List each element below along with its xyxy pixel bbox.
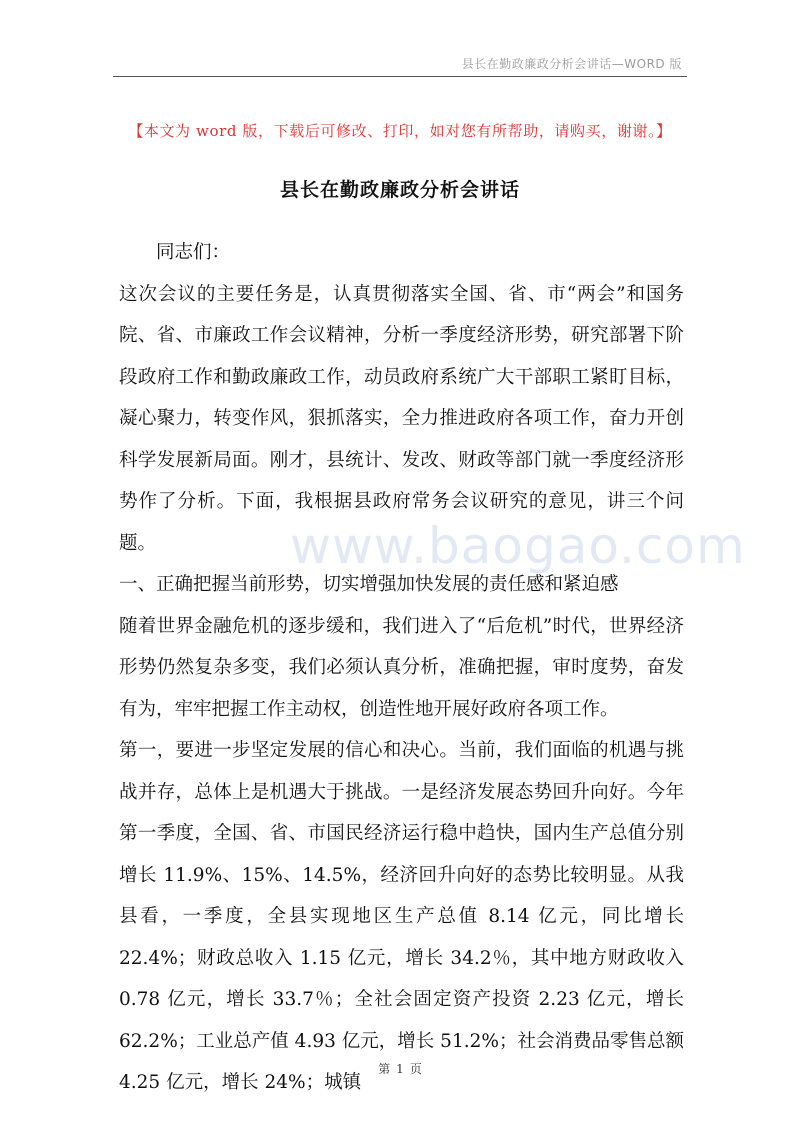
running-header: 县长在勤政廉政分析会讲话—WORD 版 [461, 57, 682, 71]
document-title: 县长在勤政廉政分析会讲话 [279, 179, 520, 201]
watermark: www.baogao.com [290, 517, 746, 575]
page-prefix: 第 [378, 1062, 391, 1076]
paragraph-first-point: 第一，要进一步坚定发展的信心和决心。当前，我们面临的机遇与挑战并存，总体上是机遇大于挑战。一是经济发展态势回升向好。今年第一季度，全国、省、市国民经济运行稳中趋快，国内生产总值分别增长 11.9%、15%、14.5%，经济回升向好的态势比较明显。从我县看，一季度，全县实现地区生产总值 8.14 亿元，同比增长 22.4%；财政总收入 1.15 亿元，增长 34.2％，其中地方财政收入 0.78 亿元，增长 33.7％；全社会固定资产投资 2.23 亿元，增长 62.2%；工业总产值 4.93 亿元，增长 51.2%；社会消费品零售总额 4.25 亿元，增长 24%；城镇 [119, 740, 684, 1093]
section-heading-1: 一、正确把握当前形势，切实增强加快发展的责任感和紧迫感 [119, 574, 619, 595]
paragraph-situation: 随着世界金融危机的逐步缓和，我们进入了“后危机”时代，世界经济形势仍然复杂多变，我们必须认真分析，准确把握，审时度势，奋发有为，牢牢把握工作主动权，创造性地开展好政府各项工作。 [119, 615, 684, 720]
purchase-notice: 【本文为 word 版，下载后可修改、打印，如对您有所帮助，请购买，谢谢。】 [128, 122, 672, 140]
page-suffix: 页 [409, 1062, 422, 1076]
salutation: 同志们： [156, 242, 231, 263]
page-number: 1 [396, 1062, 404, 1076]
page-footer [0, 1060, 800, 1077]
document-body [119, 232, 684, 1104]
header-divider [113, 76, 687, 77]
paragraph-intro: 这次会议的主要任务是，认真贯彻落实全国、省、市“两会”和国务院、省、市廉政工作会议精神，分析一季度经济形势，研究部署下阶段政府工作和勤政廉政工作，动员政府系统广大干部职工紧盯目标，凝心聚力，转变作风，狠抓落实，全力推进政府各项工作，奋力开创科学发展新局面。刚才，县统计、发改、财政等部门就一季度经济形势作了分析。下面，我根据县政府常务会议研究的意见，讲三个问题。 [119, 283, 684, 554]
